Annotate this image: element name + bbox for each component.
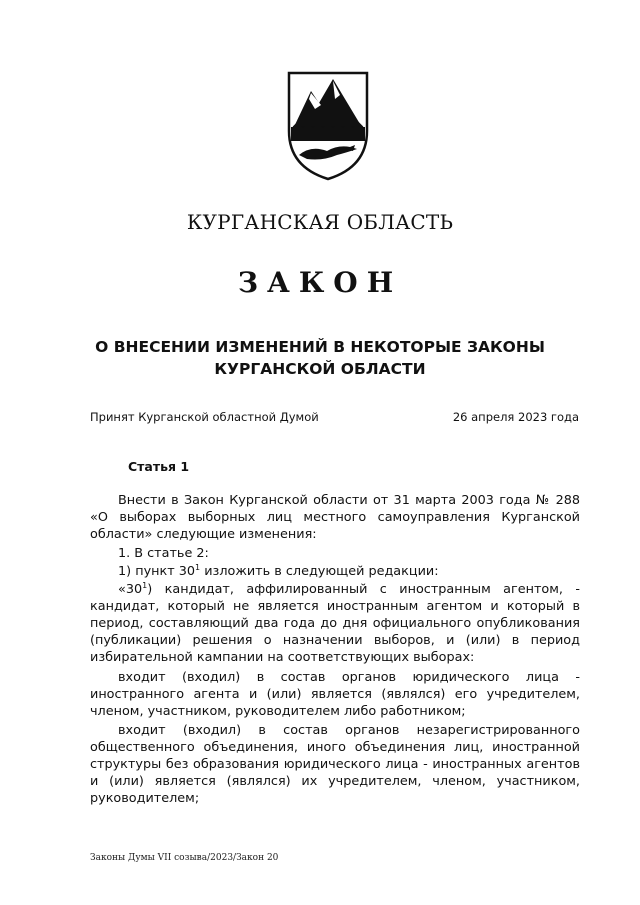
document-type: ЗАКОН — [237, 266, 403, 299]
law-title-line-1: О ВНЕСЕНИИ ИЗМЕНЕНИЙ В НЕКОТОРЫЕ ЗАКОНЫ — [95, 338, 545, 356]
law-title — [60, 336, 580, 380]
paragraph-condition-2: входит (входил) в состав органов незарегистрированного общественного объединения, иного объединения лиц, иностранной структуры без образования юридического лица - иностранных агентов и (или) является (являлся) их учредителем, членом, участником, руководителем; — [90, 723, 580, 806]
adopted-by: Принят Курганской областной Думой — [90, 410, 319, 424]
paragraph-subitem-1: 1) пункт $30^1$ изложить в следующей редакции: — [118, 563, 439, 579]
adoption-date: 26 апреля 2023 года — [452, 410, 579, 424]
paragraph-item-1: 1. В статье 2: — [118, 546, 209, 561]
law-title-line-2: КУРГАНСКОЙ ОБЛАСТИ — [214, 360, 426, 378]
region-name: КУРГАНСКАЯ ОБЛАСТЬ — [186, 210, 454, 234]
paragraph-definition: «$30^1$) кандидат, аффилированный с иностранным агентом, - кандидат, который не является иностранным агентом и который в период, составляющий два года до дня официального опубликования (публикации) решения о назначении выборов, и (или) в период избирательной кампании на соответствующих выборах: — [90, 581, 580, 665]
paragraph-condition-1: входит (входил) в состав органов юридического лица - иностранного агента и (или) является (являлся) его учредителем, членом, участником, руководителем либо работником; — [90, 670, 580, 719]
document-footer: Законы Думы VII созыва/2023/Закон 20 — [90, 853, 279, 863]
paragraph-intro: Внести в Закон Курганской области от 31 марта 2003 года № 288 «О выборах выборных лиц местного самоуправления Курганской области» следующие изменения: — [90, 493, 580, 542]
coat-of-arms-emblem — [283, 69, 373, 181]
article-heading: Статья 1 — [128, 459, 190, 474]
